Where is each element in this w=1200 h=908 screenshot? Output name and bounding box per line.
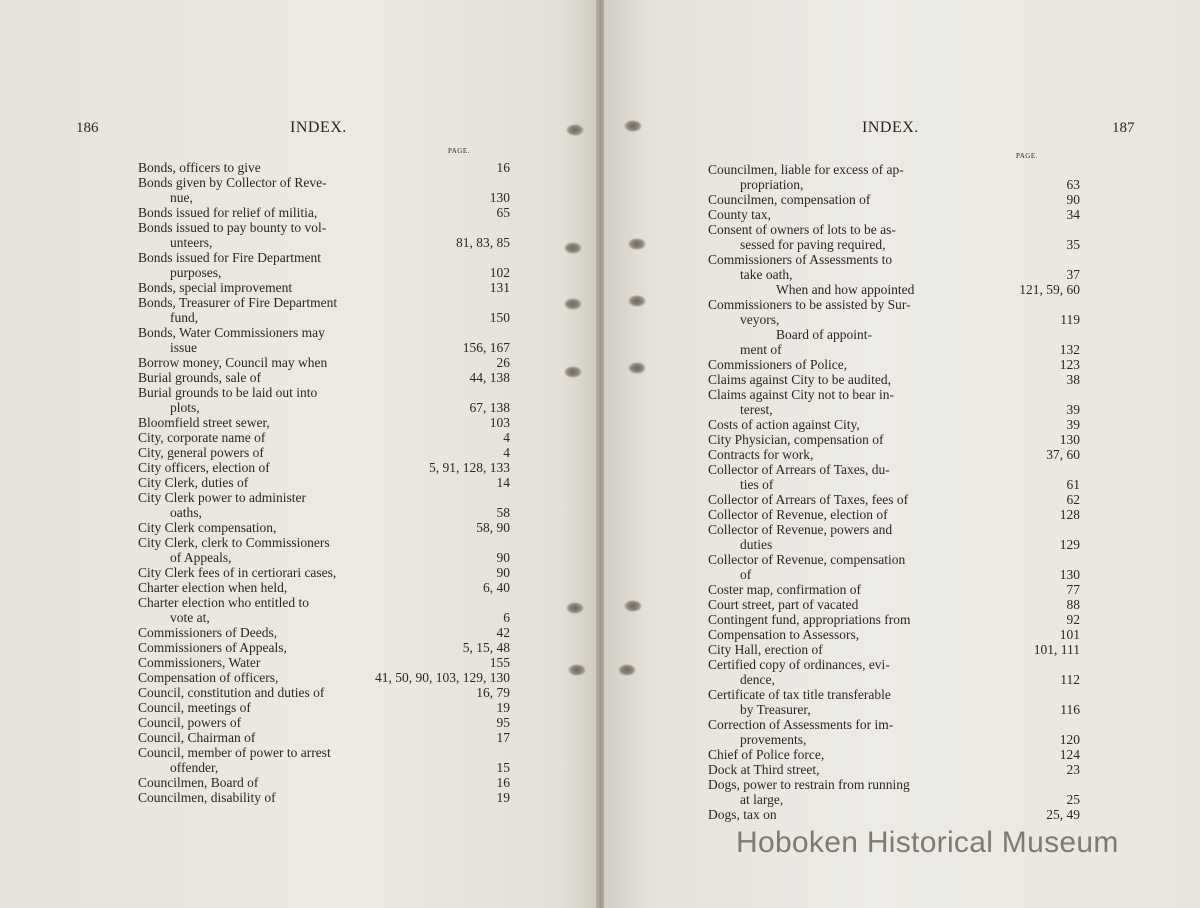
index-entry-text: Bonds issued to pay bounty to vol- (138, 220, 327, 235)
index-entry (708, 687, 1080, 702)
index-entry-pages: 95 (496, 715, 510, 730)
binding-hole (566, 602, 584, 614)
index-entry-text: take oath, (740, 267, 793, 282)
index-entry-pages: 81, 83, 85 (456, 235, 510, 250)
index-entry (708, 762, 1080, 777)
index-entry-pages: 42 (496, 625, 510, 640)
index-entry (138, 700, 510, 715)
index-entry (138, 310, 510, 325)
index-entry (138, 730, 510, 745)
index-entry-pages: 112 (1060, 672, 1080, 687)
index-entry-pages: 39 (1066, 402, 1080, 417)
left-page-column-label: PAGE. (448, 147, 470, 155)
index-entry-pages: 17 (496, 730, 510, 745)
index-entry-text: City Clerk, clerk to Commissioners (138, 535, 330, 550)
index-entry-pages: 116 (1060, 702, 1080, 717)
index-entry-text: City Hall, erection of (708, 642, 823, 657)
right-page-title: INDEX. (862, 119, 919, 136)
left-index-list (138, 160, 510, 805)
index-entry-text: Commissioners, Water (138, 655, 261, 670)
index-entry-text: Councilmen, Board of (138, 775, 259, 790)
index-entry-text: Claims against City not to bear in- (708, 387, 894, 402)
index-entry-text: Bonds given by Collector of Reve- (138, 175, 327, 190)
index-entry-text: City, general powers of (138, 445, 264, 460)
index-entry-pages: 92 (1066, 612, 1080, 627)
right-index-list (708, 162, 1080, 822)
index-entry-text: Correction of Assessments for im- (708, 717, 894, 732)
index-entry-text: Collector of Revenue, powers and (708, 522, 893, 537)
index-entry-text: Collector of Revenue, compensation (708, 552, 906, 567)
index-entry-text: Council, member of power to arrest (138, 745, 331, 760)
index-entry-text: Dogs, tax on (708, 807, 777, 822)
index-entry-text: terest, (740, 402, 773, 417)
index-entry-pages: 25 (1066, 792, 1080, 807)
index-entry (138, 505, 510, 520)
index-entry-pages: 120 (1059, 732, 1080, 747)
index-entry (708, 537, 1080, 552)
binding-hole (628, 295, 646, 307)
index-entry-pages: 35 (1066, 237, 1080, 252)
index-entry-pages: 39 (1066, 417, 1080, 432)
index-entry (708, 612, 1080, 627)
index-entry (708, 387, 1080, 402)
index-entry-text: Charter election when held, (138, 580, 288, 595)
index-entry-text: Bonds, special improvement (138, 280, 293, 295)
index-entry (708, 162, 1080, 177)
index-entry (708, 717, 1080, 732)
index-entry (138, 415, 510, 430)
index-entry (708, 282, 1080, 297)
index-entry-text: Commissioners of Deeds, (138, 625, 278, 640)
index-entry-text: City Clerk compensation, (138, 520, 277, 535)
index-entry-pages: 101 (1059, 627, 1080, 642)
index-entry (138, 325, 510, 340)
index-entry-text: City, corporate name of (138, 430, 266, 445)
index-entry-text: oaths, (170, 505, 202, 520)
index-entry-text: Contingent fund, appropriations from (708, 612, 911, 627)
index-entry-pages: 34 (1066, 207, 1080, 222)
index-entry (138, 760, 510, 775)
index-entry-pages: 19 (496, 790, 510, 805)
index-entry (708, 252, 1080, 267)
index-entry-pages: 103 (489, 415, 510, 430)
index-entry-text: Council, constitution and duties of (138, 685, 325, 700)
index-entry-pages: 67, 138 (469, 400, 510, 415)
index-entry-text: Commissioners of Assessments to (708, 252, 893, 267)
index-entry (138, 445, 510, 460)
index-entry-pages: 14 (496, 475, 510, 490)
index-entry-text: Compensation to Assessors, (708, 627, 860, 642)
index-entry (708, 777, 1080, 792)
index-entry-text: City Clerk power to administer (138, 490, 306, 505)
index-entry (138, 610, 510, 625)
index-entry (138, 775, 510, 790)
index-entry (138, 190, 510, 205)
index-entry-pages: 5, 15, 48 (462, 640, 510, 655)
binding-hole (566, 124, 584, 136)
index-entry-pages: 4 (503, 430, 510, 445)
index-entry-text: of Appeals, (170, 550, 232, 565)
index-entry (138, 790, 510, 805)
index-entry-text: Dogs, power to restrain from running (708, 777, 910, 792)
binding-hole (564, 298, 582, 310)
index-entry-text: City Clerk, duties of (138, 475, 249, 490)
index-entry-pages: 121, 59, 60 (1019, 282, 1080, 297)
index-entry (138, 535, 510, 550)
index-entry-text: by Treasurer, (740, 702, 811, 717)
index-entry-text: Councilmen, compensation of (708, 192, 871, 207)
index-entry-text: Council, powers of (138, 715, 242, 730)
index-entry (708, 462, 1080, 477)
index-entry-text: Bloomfield street sewer, (138, 415, 270, 430)
index-entry-text: Bonds issued for Fire Department (138, 250, 321, 265)
index-entry-text: County tax, (708, 207, 771, 222)
index-entry (138, 715, 510, 730)
index-entry (138, 400, 510, 415)
index-entry (138, 430, 510, 445)
index-entry-text: Charter election who entitled to (138, 595, 309, 610)
index-entry-pages: 128 (1059, 507, 1080, 522)
index-entry-text: Bonds issued for relief of militia, (138, 205, 318, 220)
index-entry (138, 580, 510, 595)
index-entry (138, 385, 510, 400)
index-entry (138, 670, 510, 685)
index-entry-text: Commissioners of Appeals, (138, 640, 287, 655)
index-entry-pages: 132 (1059, 342, 1080, 357)
index-entry-pages: 41, 50, 90, 103, 129, 130 (375, 670, 510, 685)
index-entry (138, 490, 510, 505)
binding-hole (568, 664, 586, 676)
index-entry-pages: 15 (496, 760, 510, 775)
index-entry-pages: 23 (1066, 762, 1080, 777)
index-entry-text: issue (170, 340, 197, 355)
index-entry-pages: 62 (1066, 492, 1080, 507)
index-entry-text: Councilmen, disability of (138, 790, 276, 805)
binding-hole (624, 120, 642, 132)
right-page (604, 0, 1200, 908)
index-entry-text: Claims against City to be audited, (708, 372, 891, 387)
index-entry-pages: 90 (496, 550, 510, 565)
index-entry (708, 657, 1080, 672)
index-entry (708, 807, 1080, 822)
index-entry-text: Collector of Revenue, election of (708, 507, 888, 522)
index-entry (708, 372, 1080, 387)
index-entry (138, 460, 510, 475)
index-entry (708, 192, 1080, 207)
index-entry-text: Certified copy of ordinances, evi- (708, 657, 890, 672)
index-entry (708, 732, 1080, 747)
index-entry-text: Commissioners to be assisted by Sur- (708, 297, 911, 312)
index-entry (138, 265, 510, 280)
index-entry (138, 205, 510, 220)
index-entry-pages: 38 (1066, 372, 1080, 387)
index-entry (138, 355, 510, 370)
index-entry-text: vote at, (170, 610, 210, 625)
index-entry-pages: 58, 90 (476, 520, 510, 535)
binding-hole (624, 600, 642, 612)
index-entry-text: ties of (740, 477, 774, 492)
index-entry (138, 565, 510, 580)
index-entry-pages: 19 (496, 700, 510, 715)
index-entry-pages: 61 (1066, 477, 1080, 492)
museum-watermark: Hoboken Historical Museum (736, 826, 1119, 859)
index-entry-text: Contracts for work, (708, 447, 814, 462)
index-entry (708, 492, 1080, 507)
binding-hole (628, 362, 646, 374)
index-entry-text: City Clerk fees of in certiorari cases, (138, 565, 337, 580)
index-entry-text: Burial grounds, sale of (138, 370, 261, 385)
index-entry (138, 745, 510, 760)
index-entry-text: Burial grounds to be laid out into (138, 385, 318, 400)
index-entry-text: sessed for paving required, (740, 237, 886, 252)
index-entry (138, 175, 510, 190)
index-entry-text: Chief of Police force, (708, 747, 825, 762)
index-entry-pages: 129 (1059, 537, 1080, 552)
index-entry-text: nue, (170, 190, 193, 205)
index-entry-text: Commissioners of Police, (708, 357, 848, 372)
index-entry (138, 250, 510, 265)
index-entry (708, 342, 1080, 357)
index-entry-text: Borrow money, Council may when (138, 355, 328, 370)
left-page-number: 186 (76, 120, 99, 136)
index-entry-pages: 58 (496, 505, 510, 520)
index-entry-pages: 119 (1060, 312, 1080, 327)
index-entry (138, 655, 510, 670)
index-entry-pages: 130 (1059, 432, 1080, 447)
index-entry-pages: 156, 167 (462, 340, 510, 355)
index-entry-text: Costs of action against City, (708, 417, 860, 432)
index-entry (708, 297, 1080, 312)
left-page-title: INDEX. (290, 119, 347, 136)
index-entry-text: Coster map, confirmation of (708, 582, 861, 597)
binding-hole (628, 238, 646, 250)
right-page-column-label: PAGE. (1016, 152, 1038, 160)
index-entry (708, 327, 1080, 342)
index-entry-pages: 130 (1059, 567, 1080, 582)
index-entry (708, 642, 1080, 657)
index-entry-text: dence, (740, 672, 775, 687)
index-entry-pages: 5, 91, 128, 133 (429, 460, 510, 475)
index-entry-pages: 16, 79 (476, 685, 510, 700)
index-entry-text: ment of (740, 342, 782, 357)
index-entry-pages: 37, 60 (1046, 447, 1080, 462)
index-entry-pages: 16 (496, 160, 510, 175)
index-entry (138, 550, 510, 565)
index-entry-pages: 123 (1059, 357, 1080, 372)
binding-hole (564, 366, 582, 378)
index-entry (138, 595, 510, 610)
index-entry-text: provements, (740, 732, 807, 747)
right-page-number: 187 (1112, 120, 1135, 136)
index-entry-pages: 65 (496, 205, 510, 220)
index-entry (708, 627, 1080, 642)
index-entry (708, 672, 1080, 687)
index-entry (708, 597, 1080, 612)
index-entry (708, 222, 1080, 237)
index-entry-text: Bonds, officers to give (138, 160, 261, 175)
index-entry-text: at large, (740, 792, 784, 807)
index-entry (708, 522, 1080, 537)
index-entry-text: Bonds, Treasurer of Fire Department (138, 295, 338, 310)
index-entry-text: Bonds, Water Commissioners may (138, 325, 325, 340)
index-entry (138, 280, 510, 295)
index-entry-pages: 155 (489, 655, 510, 670)
index-entry-pages: 90 (1066, 192, 1080, 207)
index-entry (708, 432, 1080, 447)
index-entry-pages: 6, 40 (483, 580, 510, 595)
index-entry (708, 312, 1080, 327)
index-entry-text: City officers, election of (138, 460, 270, 475)
index-entry-text: Collector of Arrears of Taxes, du- (708, 462, 890, 477)
index-entry-pages: 101, 111 (1033, 642, 1080, 657)
index-entry-pages: 6 (503, 610, 510, 625)
index-entry (138, 625, 510, 640)
left-page (0, 0, 598, 908)
index-entry-pages: 16 (496, 775, 510, 790)
index-entry (708, 402, 1080, 417)
index-entry (708, 177, 1080, 192)
index-entry (708, 507, 1080, 522)
index-entry-text: Collector of Arrears of Taxes, fees of (708, 492, 909, 507)
index-entry (708, 447, 1080, 462)
index-entry (138, 295, 510, 310)
index-entry-pages: 37 (1066, 267, 1080, 282)
index-entry-pages: 88 (1066, 597, 1080, 612)
index-entry-text: of (740, 567, 752, 582)
index-entry (138, 340, 510, 355)
index-entry (138, 520, 510, 535)
index-entry-text: Consent of owners of lots to be as- (708, 222, 896, 237)
index-entry-text: Dock at Third street, (708, 762, 820, 777)
index-entry (708, 747, 1080, 762)
index-entry-text: purposes, (170, 265, 222, 280)
index-entry (708, 237, 1080, 252)
index-entry-text: When and how appointed (776, 282, 915, 297)
index-entry (708, 792, 1080, 807)
index-entry-pages: 44, 138 (469, 370, 510, 385)
index-entry-pages: 4 (503, 445, 510, 460)
index-entry (708, 417, 1080, 432)
index-entry-pages: 63 (1066, 177, 1080, 192)
index-entry-pages: 90 (496, 565, 510, 580)
index-entry (138, 370, 510, 385)
binding-hole (618, 664, 636, 676)
index-entry (708, 702, 1080, 717)
index-entry-pages: 25, 49 (1046, 807, 1080, 822)
index-entry-text: City Physician, compensation of (708, 432, 884, 447)
index-entry-pages: 102 (489, 265, 510, 280)
index-entry (138, 475, 510, 490)
index-entry-text: Council, meetings of (138, 700, 251, 715)
index-entry-pages: 150 (489, 310, 510, 325)
index-entry (708, 267, 1080, 282)
index-entry (138, 640, 510, 655)
index-entry (708, 552, 1080, 567)
index-entry (708, 582, 1080, 597)
index-entry-pages: 26 (496, 355, 510, 370)
index-entry (708, 567, 1080, 582)
index-entry-text: Councilmen, liable for excess of ap- (708, 162, 904, 177)
index-entry-pages: 131 (489, 280, 510, 295)
index-entry (138, 160, 510, 175)
index-entry-text: Court street, part of vacated (708, 597, 859, 612)
index-entry-text: veyors, (740, 312, 780, 327)
index-entry-text: Board of appoint- (776, 327, 872, 342)
index-entry-text: duties (740, 537, 773, 552)
index-entry (138, 685, 510, 700)
index-entry-pages: 77 (1066, 582, 1080, 597)
index-entry-text: propriation, (740, 177, 804, 192)
index-entry-text: Council, Chairman of (138, 730, 256, 745)
index-entry-pages: 130 (489, 190, 510, 205)
index-entry-text: offender, (170, 760, 219, 775)
index-entry (138, 220, 510, 235)
index-entry (708, 357, 1080, 372)
index-entry-pages: 124 (1059, 747, 1080, 762)
index-entry (708, 477, 1080, 492)
index-entry (708, 207, 1080, 222)
index-entry-text: unteers, (170, 235, 213, 250)
index-entry-text: fund, (170, 310, 199, 325)
binding-hole (564, 242, 582, 254)
index-entry-text: Certificate of tax title transferable (708, 687, 891, 702)
index-entry (138, 235, 510, 250)
index-entry-text: Compensation of officers, (138, 670, 279, 685)
index-entry-text: plots, (170, 400, 200, 415)
